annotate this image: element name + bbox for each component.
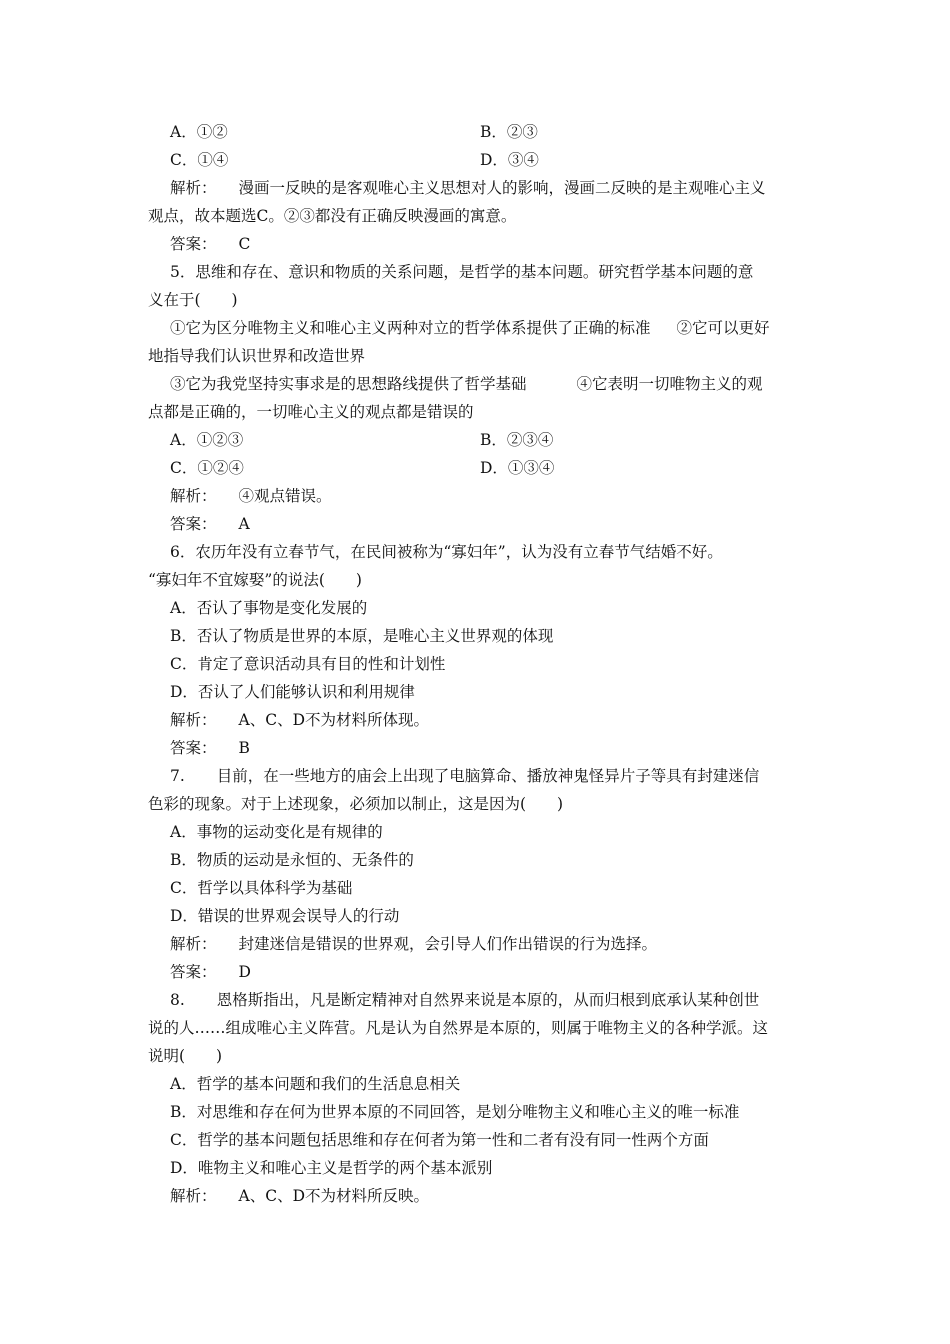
q8-option-a: A．哲学的基本问题和我们的生活息息相关: [170, 1075, 461, 1093]
q6-option-d: D．否认了人们能够认识和利用规律: [170, 683, 415, 701]
answer-value: C: [238, 235, 251, 253]
q4-option-a: A．①②: [170, 123, 228, 141]
q8-stem-continued-2: 说明( ): [148, 1047, 223, 1065]
q6-option-b: B．否认了物质是世界的本原，是唯心主义世界观的体现: [170, 627, 554, 645]
q5-statements-3-4: [170, 372, 763, 396]
answer-value: B: [238, 739, 250, 757]
q8-stem-text: 恩格斯指出，凡是断定精神对自然界来说是本原的，从而归根到底承认某种创世: [216, 991, 760, 1009]
q4-analysis: [170, 176, 766, 200]
q6-answer: [170, 736, 250, 760]
q4-option-c: C．①④: [170, 151, 229, 169]
q4-option-d: D．③④: [480, 151, 539, 169]
q6-analysis: [170, 708, 429, 732]
answer-value: A: [238, 515, 250, 533]
q4-option-b: B．②③: [480, 123, 538, 141]
answer-label: 答案：: [170, 515, 217, 533]
answer-label: 答案：: [170, 963, 217, 981]
q7-option-b: B．物质的运动是永恒的、无条件的: [170, 851, 414, 869]
q8-option-c: C．哲学的基本问题包括思维和存在何者为第一性和二者有没有同一性两个方面: [170, 1131, 709, 1149]
q5-statement-4-continued: 点都是正确的，一切唯心主义的观点都是错误的: [148, 403, 474, 421]
analysis-text: ④观点错误。: [238, 487, 332, 505]
analysis-label: 解析：: [170, 1187, 217, 1205]
q7-analysis: [170, 932, 657, 956]
q6-option-c: C．肯定了意识活动具有目的性和计划性: [170, 655, 446, 673]
q4-answer: [170, 232, 250, 256]
q4-analysis-continued: 观点，故本题选C。②③都没有正确反映漫画的寓意。: [148, 207, 517, 225]
q5-option-b: B．②③④: [480, 431, 554, 449]
q6-stem-continued: “寡妇年不宜嫁娶”的说法( ): [148, 571, 362, 589]
q5-statement-2: ②它可以更好: [676, 319, 770, 337]
analysis-text: 封建迷信是错误的世界观，会引导人们作出错误的行为选择。: [238, 935, 658, 953]
q5-option-a: A．①②③: [170, 431, 244, 449]
answer-label: 答案：: [170, 235, 217, 253]
q7-stem-continued: 色彩的现象。对于上述现象，必须加以制止，这是因为( ): [148, 795, 564, 813]
q5-analysis: [170, 484, 332, 508]
q5-stem-continued: 义在于( ): [148, 291, 238, 309]
q5-statement-1: ①它为区分唯物主义和唯心主义两种对立的哲学体系提供了正确的标准: [170, 319, 651, 337]
answer-label: 答案：: [170, 739, 217, 757]
q8-number: 8.: [170, 991, 185, 1009]
q7-number: 7.: [170, 767, 185, 785]
q7-option-d: D．错误的世界观会误导人的行动: [170, 907, 400, 925]
q8-option-b: B．对思维和存在何为世界本原的不同回答，是划分唯物主义和唯心主义的唯一标准: [170, 1103, 740, 1121]
answer-value: D: [238, 963, 251, 981]
q5-statement-4: ④它表明一切唯物主义的观: [576, 375, 763, 393]
q5-option-d: D．①③④: [480, 459, 555, 477]
q5-option-c: C．①②④: [170, 459, 244, 477]
analysis-label: 解析：: [170, 935, 217, 953]
q5-statement-3: ③它为我党坚持实事求是的思想路线提供了哲学基础: [170, 375, 527, 393]
analysis-text: A、C、D不为材料所反映。: [238, 1187, 429, 1205]
q8-analysis: [170, 1184, 429, 1208]
q8-option-d: D．唯物主义和唯心主义是哲学的两个基本派别: [170, 1159, 493, 1177]
analysis-label: 解析：: [170, 711, 217, 729]
q7-stem: [170, 764, 759, 788]
analysis-text: 漫画一反映的是客观唯心主义思想对人的影响，漫画二反映的是主观唯心主义: [238, 179, 766, 197]
q7-answer: [170, 960, 251, 984]
q7-stem-text: 目前，在一些地方的庙会上出现了电脑算命、播放神鬼怪异片子等具有封建迷信: [216, 767, 760, 785]
q8-stem-continued: 说的人……组成唯心主义阵营。凡是认为自然界是本原的，则属于唯物主义的各种学派。这: [148, 1019, 769, 1037]
q6-stem: 6．农历年没有立春节气，在民间被称为“寡妇年”，认为没有立春节气结婚不好。: [170, 543, 723, 561]
analysis-text: A、C、D不为材料所体现。: [238, 711, 429, 729]
q8-stem: [170, 988, 759, 1012]
q5-statement-2-continued: 地指导我们认识世界和改造世界: [148, 347, 366, 365]
analysis-label: 解析：: [170, 487, 217, 505]
q7-option-a: A．事物的运动变化是有规律的: [170, 823, 383, 841]
analysis-label: 解析：: [170, 179, 217, 197]
q5-answer: [170, 512, 250, 536]
q5-statements-1-2: [170, 316, 770, 340]
q5-stem: 5．思维和存在、意识和物质的关系问题，是哲学的基本问题。研究哲学基本问题的意: [170, 263, 754, 281]
q7-option-c: C．哲学以具体科学为基础: [170, 879, 353, 897]
q6-option-a: A．否认了事物是变化发展的: [170, 599, 368, 617]
